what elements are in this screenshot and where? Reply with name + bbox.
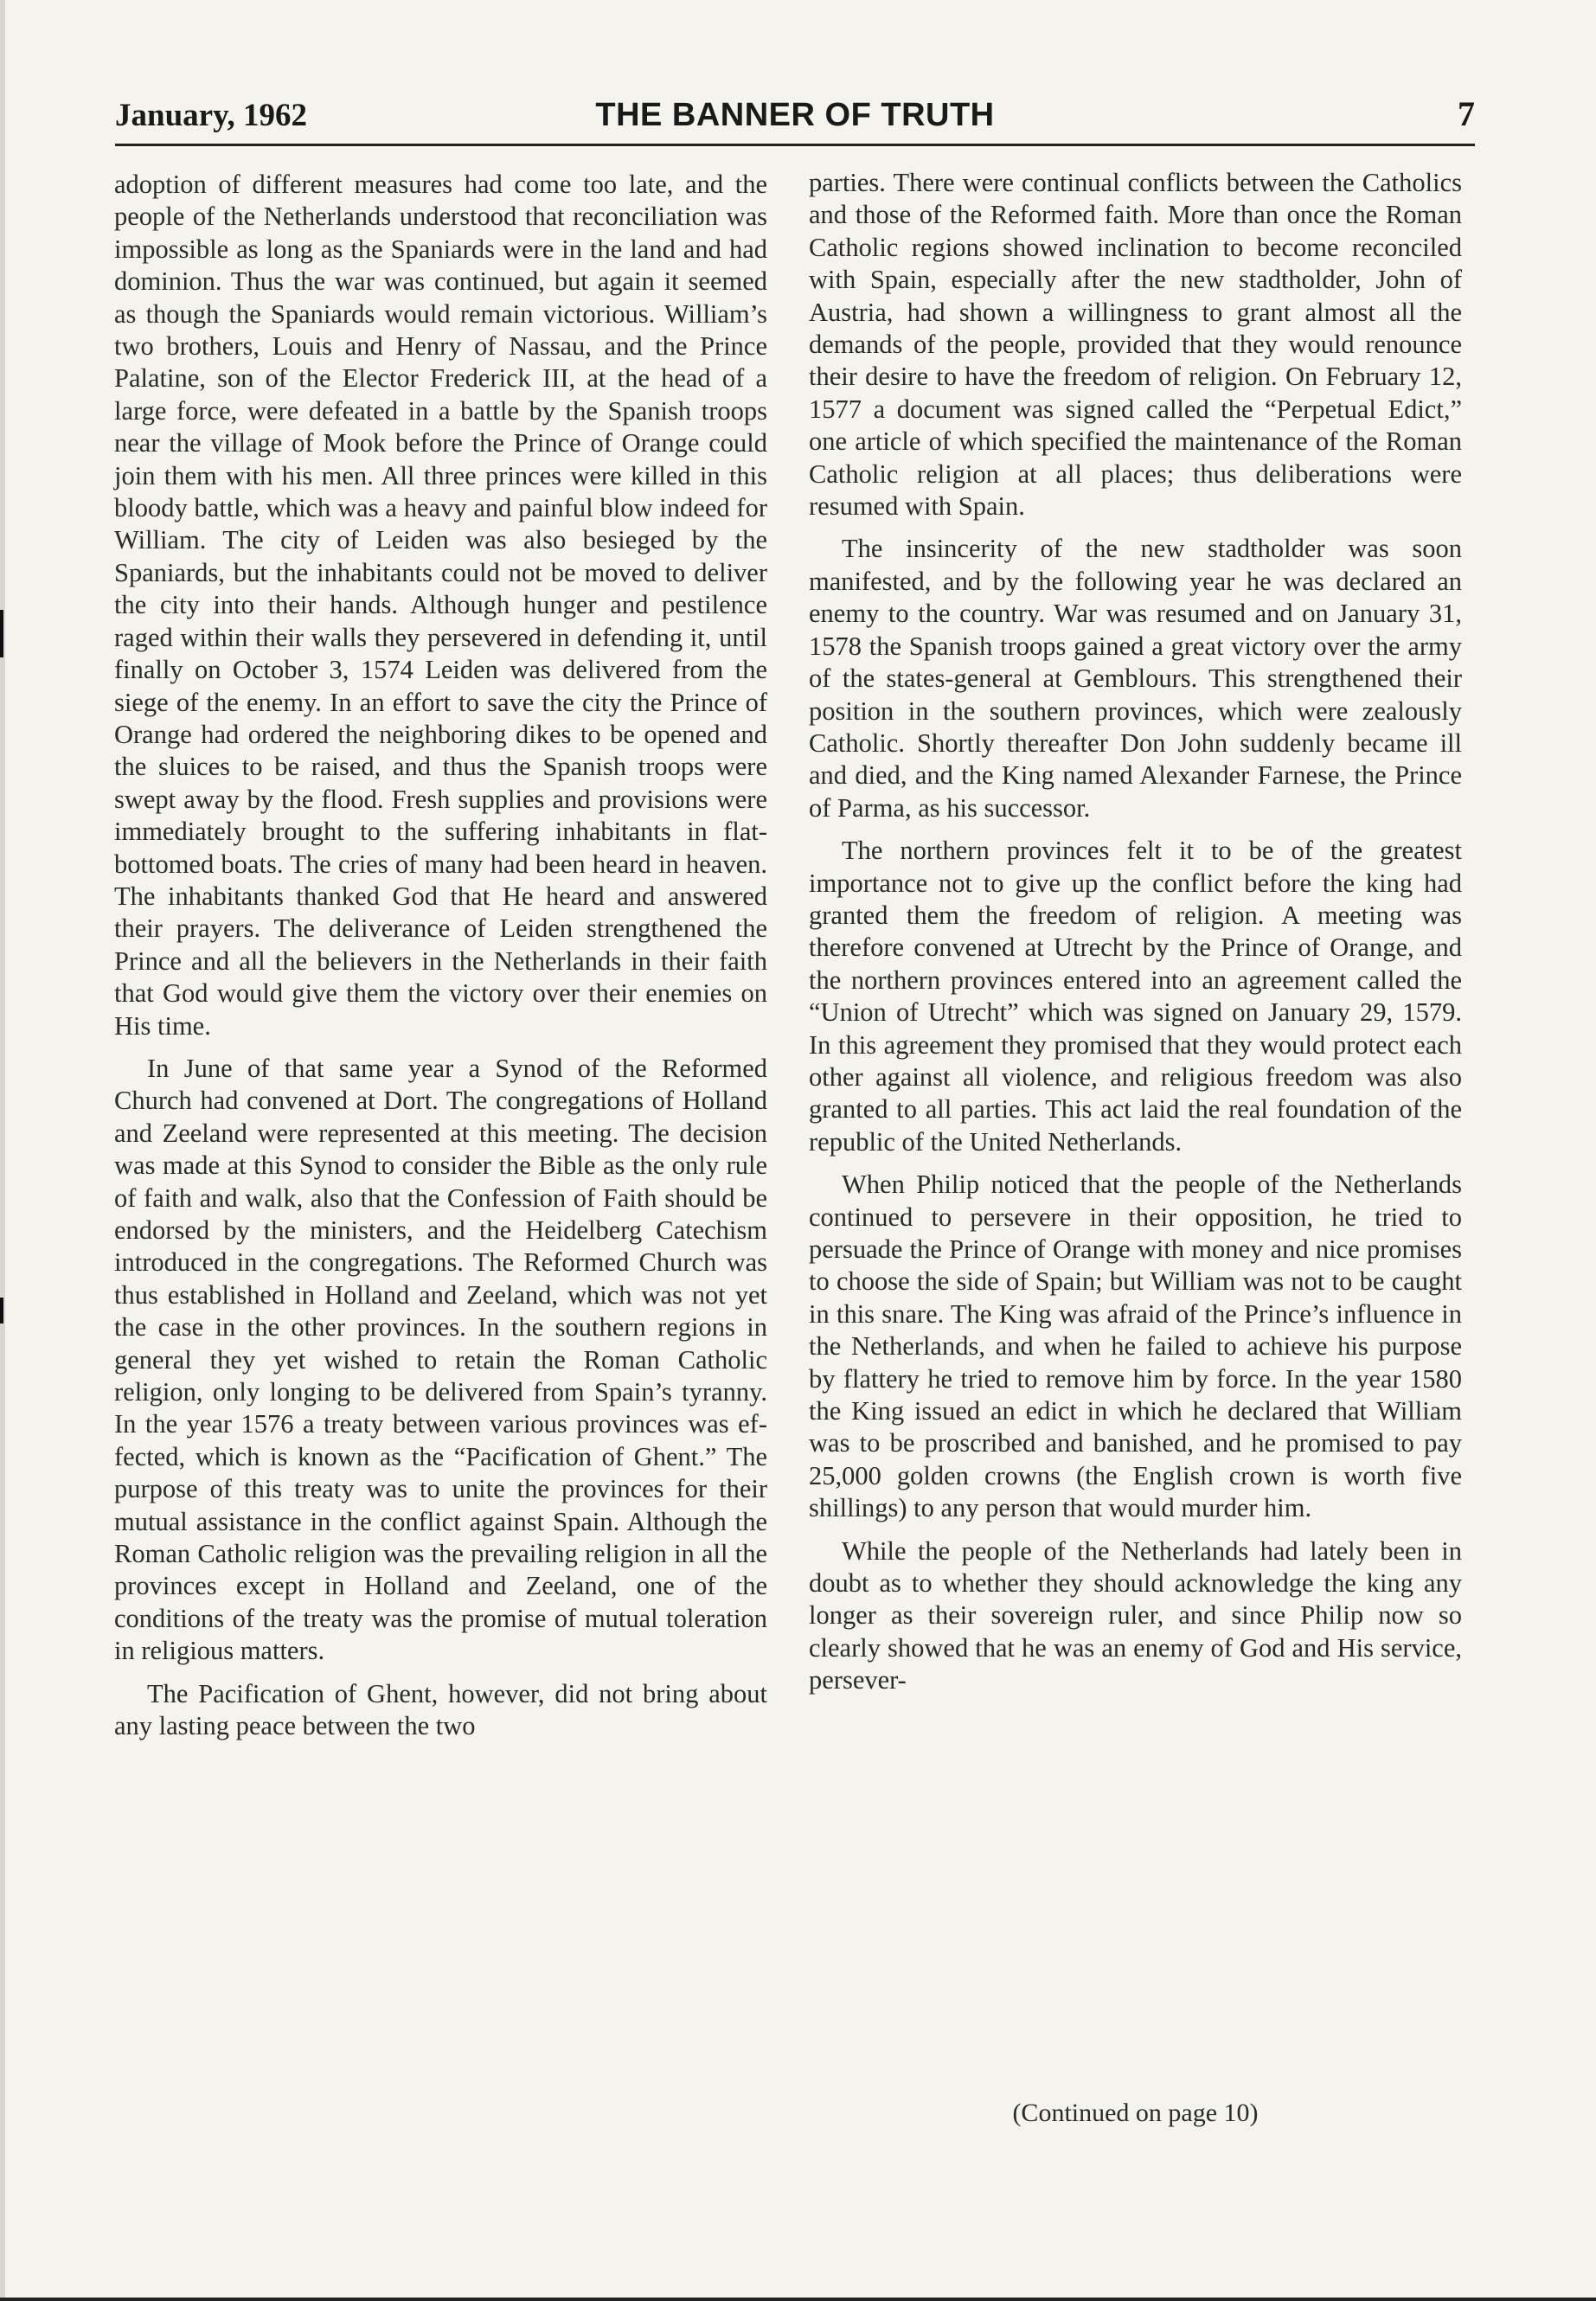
left-column: [114, 169, 767, 1753]
binding-mark: [0, 610, 3, 657]
scan-bottom-edge: [0, 2298, 1596, 2301]
right-column: [809, 167, 1462, 1708]
publication-title: THE BANNER OF TRUTH: [595, 97, 995, 133]
paragraph: The northern provinces felt it to be of the greatest importance not to give up the conflict before the king had granted them the freedom of religion. A meeting was therefore convened at Utrecht by the Prince of Orange, and the northern provinces entered into an agreement called the “Union of Utrecht” which was signed on January 29, 1579. In this agreement they promised that they would protect each other against all violence, and religious freedom was also granted to all parties. This act laid the real foundation of the republic of the United Netherlands.: [809, 836, 1462, 1157]
scan-edge: [0, 0, 5, 2301]
paragraph: parties. There were continual conflicts between the Catholics and those of the Reformed faith. More than once the Roman Catholic regions showed inclination to become reconciled with Spain, especially after the new stadtholder, John of Austria, had shown a willingness to grant almost all the demands of the people, provided that they would renounce their desire to have the freedom of religion. On February 12, 1577 a document was signed called the “Perpetual Edict,” one article of which specified the maintenance of the Roman Catholic religion at all places; thus deliberations were resumed with Spain.: [809, 168, 1462, 522]
paragraph: In June of that same year a Synod of the Reformed Church had convened at Dort. The congregations of Holland and Zeeland were represented at this meeting. The decision was made at this Synod to consider the Bible as the only rule of faith and walk, also that the Confession of Faith should be endorsed by the ministers, and the Heidelberg Catechism introduced in the congregations. The Reformed Church was thus established in Holland and Zeeland, which was not yet the case in the other provinces. In the southern regions in general they yet wished to retain the Roman Catholic religion, only longing to be delivered from Spain’s tyranny. In the year 1576 a treaty between various provinces was effected, which is known as the “Pacification of Ghent.” The purpose of this treaty was to unite the provinces for their mutual assistance in the conflict against Spain. Although the Roman Catholic religion was the prevailing religion in all the provinces except in Holland and Zeeland, one of the conditions of the treaty was the promise of mutual toleration in religious matters.: [114, 1053, 767, 1666]
paragraph: While the people of the Netherlands had lately been in doubt as to whether they should acknowledge the king any longer as their sovereign ruler, and since Philip now so clearly showed that he was an enemy of God and His service, persever-: [809, 1535, 1462, 1695]
binding-mark: [0, 1298, 3, 1324]
page-number: 7: [1458, 94, 1475, 133]
paragraph: adoption of different measures had come too late, and the people of the Netherlands understood that reconciliation was impossible as long as the Spaniards were in the land and had dominion. Thus the war was continued, but again it seemed as though the Spaniards would remain victorious. William’s two brothers, Louis and Henry of Nassau, and the Prince Palatine, son of the Elector Frederick III, at the head of a large force, were defeated in a battle by the Spanish troops near the village of Mook before the Prince of Orange could join them with his men. All three princes were killed in this bloody battle, which was a heavy and painful blow indeed for William. The city of Leiden was also besieged by the Spaniards, but the inhabitants could not be moved to deliver the city into their hands. Although hunger and pestilence raged within their walls they persevered in defending it, until finally on October 3, 1574 Leiden was delivered from the siege of the enemy. In an effort to save the city the Prince of Orange had ordered the neighboring dikes to be opened and the sluices to be raised, and thus the Spanish troops were swept away by the flood. Fresh supplies and provisions were immediately brought to the suffering inhabitants in flat-bottomed boats. The cries of many had been heard in heaven. The inhabitants thanked God that He heard and answered their prayers. The deliverance of Leiden strengthened the Prince and all the believers in the Netherlands in their faith that God would give them the victory over their enemies on His time.: [114, 170, 767, 1041]
running-header: [115, 90, 1475, 146]
continuation-note: (Continued on page 10): [1012, 2099, 1259, 2127]
issue-date: January, 1962: [115, 98, 308, 133]
paragraph: The insincerity of the new stadtholder was soon manifested, and by the following year he was declared an enemy to the country. War was resumed and on January 31, 1578 the Spanish troops gained a great victory over the army of the states-general at Gemblours. This strengthened their position in the southern provinces, which were zealously Catholic. Shortly thereafter Don John suddenly became ill and died, and the King named Alexander Farnese, the Prince of Parma, as his successor.: [809, 534, 1462, 823]
paragraph: When Philip noticed that the people of the Netherlands continued to persevere in their opposition, he tried to persuade the Prince of Orange with money and nice promises to choose the side of Spain; but William was not to be caught in this snare. The King was afraid of the Prince’s influence in the Netherlands, and when he failed to achieve his purpose by flattery he tried to remove him by force. In the year 1580 the King issued an edict in which he declared that William was to be proscribed and banished, and he promised to pay 25,000 golden crowns (the English crown is worth five shillings) to any person that would murder him.: [809, 1170, 1462, 1523]
paragraph: The Pacification of Ghent, however, did not bring about any lasting peace between the two: [114, 1678, 767, 1741]
